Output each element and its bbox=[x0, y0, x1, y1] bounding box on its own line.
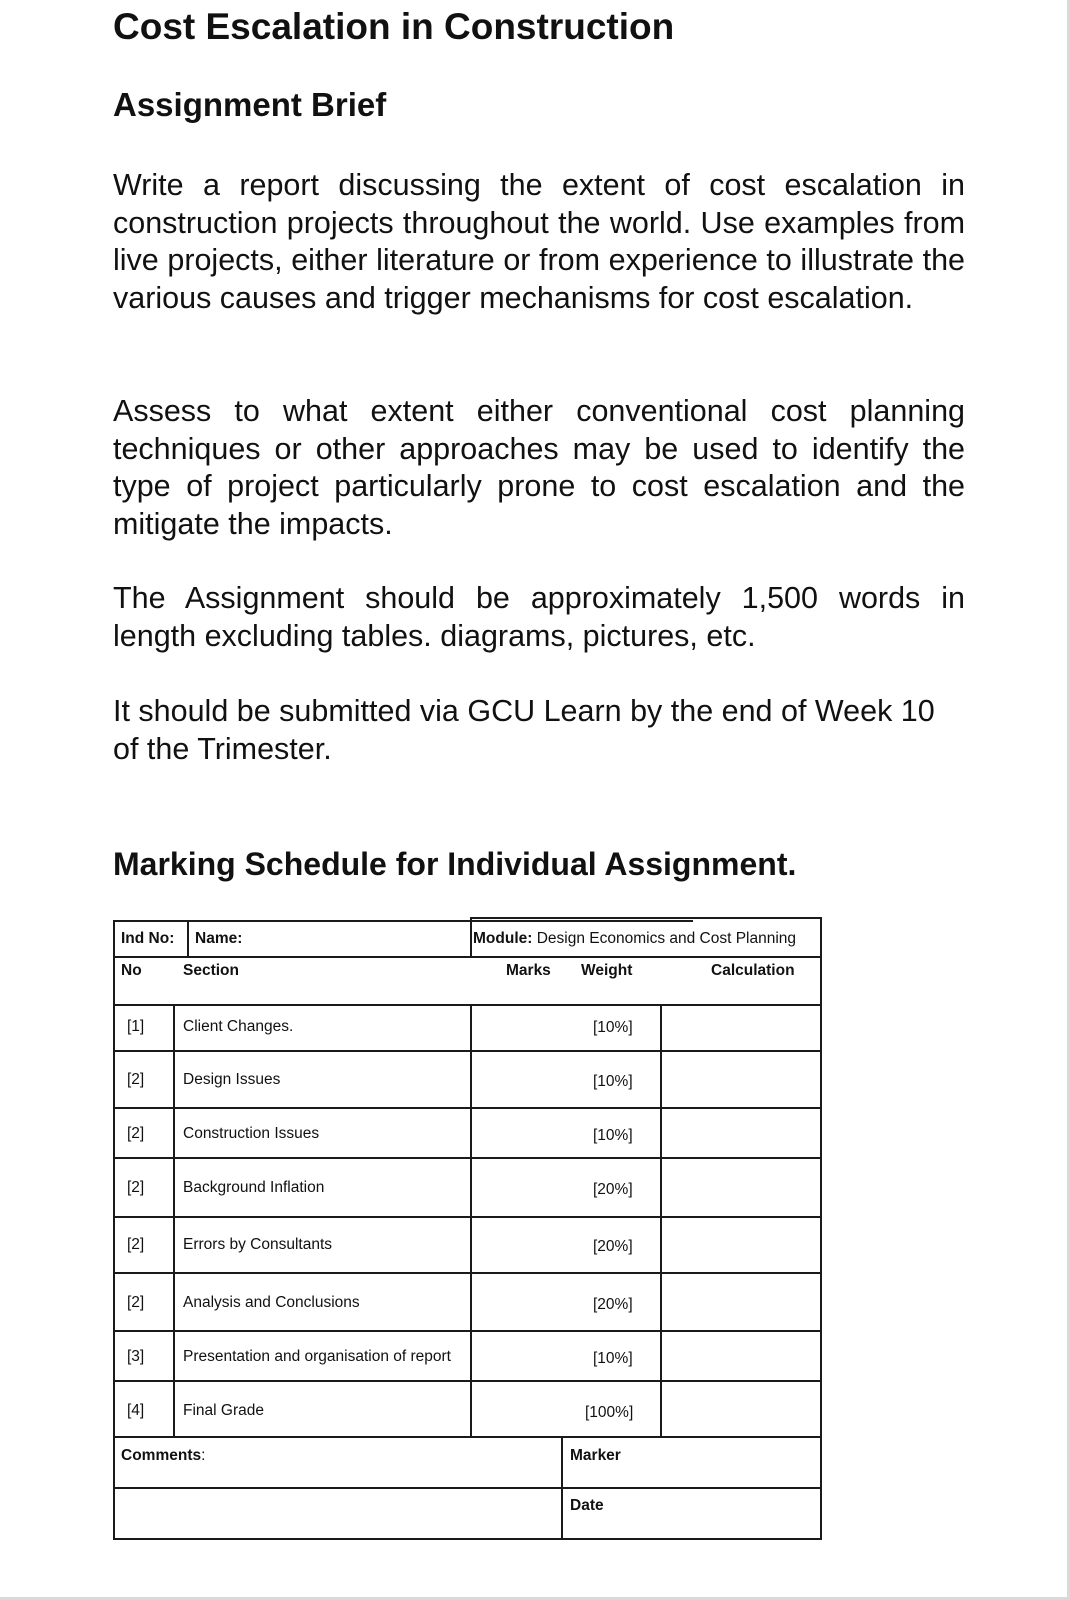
table-rule bbox=[113, 1330, 822, 1332]
table-rule bbox=[113, 1107, 822, 1109]
row-weight: [10%] bbox=[593, 1127, 633, 1144]
row-weight: [20%] bbox=[593, 1238, 633, 1255]
row-section: Analysis and Conclusions bbox=[183, 1294, 360, 1311]
header-calculation: Calculation bbox=[711, 962, 795, 979]
table-rule bbox=[113, 956, 822, 958]
row-section: Design Issues bbox=[183, 1071, 281, 1088]
table-rule bbox=[113, 1157, 822, 1159]
comments-cell bbox=[121, 1446, 205, 1466]
row-weight: [10%] bbox=[593, 1350, 633, 1367]
date-label: Date bbox=[570, 1497, 604, 1514]
table-rule-vertical bbox=[660, 1004, 662, 1438]
header-section: Section bbox=[183, 962, 239, 979]
row-weight: [100%] bbox=[585, 1404, 634, 1421]
table-rule-vertical bbox=[561, 1436, 563, 1540]
header-marks: Marks bbox=[506, 962, 551, 979]
table-rule bbox=[113, 1487, 822, 1489]
brief-paragraph-1: Write a report discussing the extent of cost escalation in construction projects throughout the world. Use examples from live projects, either literature or from experience to illustrate the various causes and trigger mechanisms for cost escalation. bbox=[113, 168, 965, 315]
brief-paragraph-2: Assess to what extent either conventional cost planning techniques or other approaches may be used to identify the type of project particularly prone to cost escalation and the mitigate the impacts. bbox=[113, 394, 965, 541]
row-weight: [10%] bbox=[593, 1019, 633, 1036]
comments-colon: : bbox=[201, 1447, 206, 1464]
row-weight: [10%] bbox=[593, 1073, 633, 1090]
table-border-right bbox=[820, 917, 822, 1540]
module-cell bbox=[473, 929, 796, 949]
table-rule bbox=[113, 1050, 822, 1052]
module-label: Module: bbox=[473, 930, 533, 947]
table-rule bbox=[113, 1380, 822, 1382]
row-no: [2] bbox=[127, 1179, 145, 1196]
brief-paragraph-3: The Assignment should be approximately 1,500 words in length excluding tables. diagrams, pictures, etc. bbox=[113, 581, 965, 653]
table-rule-vertical bbox=[470, 917, 472, 957]
table-rule bbox=[113, 1272, 822, 1274]
row-no: [2] bbox=[127, 1236, 145, 1253]
name-label: Name: bbox=[195, 930, 243, 947]
row-section: Errors by Consultants bbox=[183, 1236, 333, 1253]
row-section: Construction Issues bbox=[183, 1125, 320, 1142]
row-section: Client Changes. bbox=[183, 1018, 294, 1035]
marker-label: Marker bbox=[570, 1447, 621, 1464]
header-no: No bbox=[121, 962, 142, 979]
marking-schedule-heading: Marking Schedule for Individual Assignment. bbox=[113, 846, 797, 882]
table-rule-vertical bbox=[470, 1004, 472, 1438]
row-no: [3] bbox=[127, 1348, 145, 1365]
module-value: Design Economics and Cost Planning bbox=[532, 930, 797, 947]
ind-no-label: Ind No: bbox=[121, 930, 175, 947]
table-border-left bbox=[113, 920, 115, 1540]
marking-schedule-table bbox=[113, 920, 822, 1552]
table-rule bbox=[113, 1436, 822, 1438]
row-no: [2] bbox=[127, 1071, 145, 1088]
table-border-bottom bbox=[113, 1538, 822, 1540]
table-border-top-left bbox=[113, 920, 693, 922]
row-no: [1] bbox=[127, 1018, 145, 1035]
table-rule-vertical bbox=[173, 1004, 175, 1438]
table-rule bbox=[113, 1004, 822, 1006]
comments-label: Comments bbox=[121, 1447, 202, 1464]
assignment-brief-heading: Assignment Brief bbox=[113, 86, 387, 123]
row-weight: [20%] bbox=[593, 1296, 633, 1313]
row-section: Background Inflation bbox=[183, 1179, 325, 1196]
row-section: Final Grade bbox=[183, 1402, 264, 1419]
table-rule-vertical bbox=[187, 920, 189, 957]
document-title: Cost Escalation in Construction bbox=[113, 6, 675, 47]
header-weight: Weight bbox=[581, 962, 633, 979]
table-rule bbox=[113, 1216, 822, 1218]
row-no: [4] bbox=[127, 1402, 145, 1419]
row-no: [2] bbox=[127, 1294, 145, 1311]
row-weight: [20%] bbox=[593, 1181, 633, 1198]
row-section: Presentation and organisation of report bbox=[183, 1348, 451, 1365]
row-no: [2] bbox=[127, 1125, 145, 1142]
table-border-top-right bbox=[470, 917, 820, 919]
brief-paragraph-4: It should be submitted via GCU Learn by the end of Week 10 of the Trimester. bbox=[113, 694, 935, 766]
